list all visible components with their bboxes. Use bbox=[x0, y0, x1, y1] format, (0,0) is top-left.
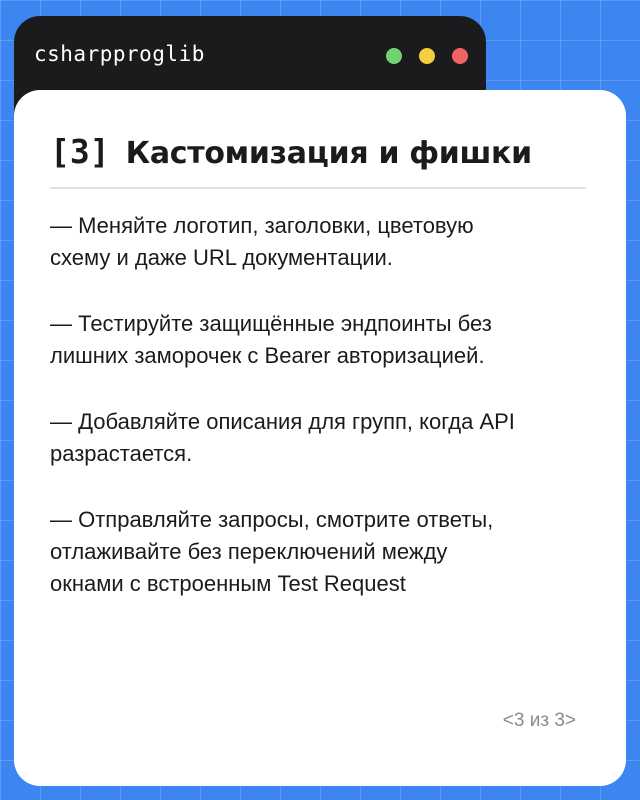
brand-name: csharpproglib bbox=[34, 42, 205, 66]
feature-point-1: — Меняйте логотип, заголовки, цветовую схему и даже URL документации. bbox=[50, 213, 474, 270]
title-divider bbox=[50, 187, 586, 189]
content-card bbox=[14, 90, 626, 786]
feature-list bbox=[50, 210, 590, 634]
window-dot-yellow[interactable] bbox=[419, 48, 435, 64]
window-controls bbox=[386, 48, 468, 64]
page-indicator: <3 из 3> bbox=[502, 710, 576, 731]
title-number: [3] bbox=[50, 132, 110, 171]
window-dot-red[interactable] bbox=[452, 48, 468, 64]
feature-point-4: — Отправляйте запросы, смотрите ответы, отлаживайте без переключений между окнами с встроенным Test Request bbox=[50, 507, 494, 596]
page-title: Кастомизация и фишки bbox=[125, 136, 532, 171]
window-dot-green[interactable] bbox=[386, 48, 402, 64]
feature-point-2: — Тестируйте защищённые эндпоинты без лишних заморочек с Bearer авторизацией. bbox=[50, 311, 492, 368]
feature-point-3: — Добавляйте описания для групп, когда API разрастается. bbox=[50, 409, 515, 466]
title-row bbox=[50, 132, 532, 171]
